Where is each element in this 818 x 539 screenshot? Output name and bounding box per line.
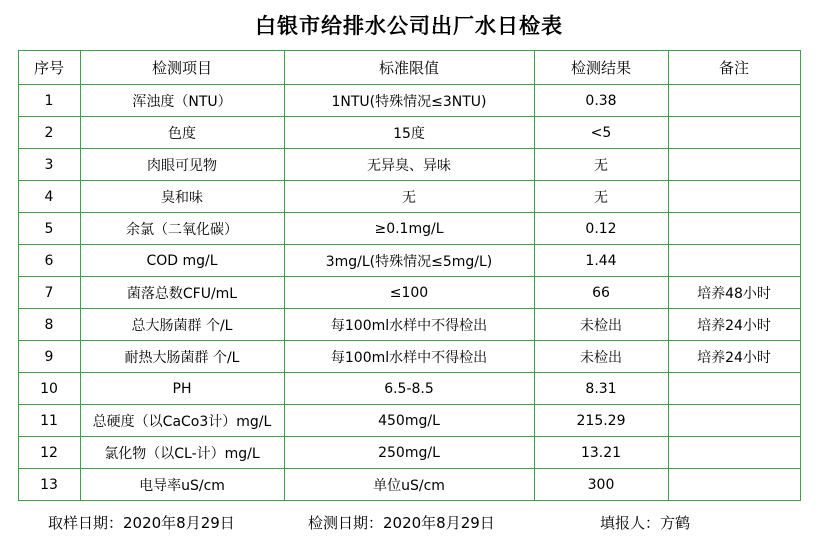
cell-limit: 15度 (284, 117, 534, 149)
cell-result: 0.38 (534, 85, 668, 117)
cell-item: 肉眼可见物 (80, 149, 284, 181)
cell-remark (668, 405, 800, 437)
cell-result: <5 (534, 117, 668, 149)
cell-item: 色度 (80, 117, 284, 149)
cell-result: 无 (534, 181, 668, 213)
cell-no: 4 (18, 181, 80, 213)
cell-result: 300 (534, 469, 668, 501)
sampling-date: 取样日期：2020年8月29日 (48, 514, 235, 532)
cell-limit: ≤100 (284, 277, 534, 309)
cell-result: 未检出 (534, 341, 668, 373)
cell-no: 10 (18, 373, 80, 405)
cell-no: 7 (18, 277, 80, 309)
table-row (18, 245, 800, 277)
table-row (18, 341, 800, 373)
cell-no: 9 (18, 341, 80, 373)
cell-remark: 培养48小时 (668, 277, 800, 309)
cell-limit: ≥0.1mg/L (284, 213, 534, 245)
cell-remark (668, 245, 800, 277)
table-row (18, 213, 800, 245)
cell-item: 总大肠菌群 个/L (80, 309, 284, 341)
cell-no: 5 (18, 213, 80, 245)
cell-limit: 1NTU(特殊情况≤3NTU) (284, 85, 534, 117)
cell-no: 13 (18, 469, 80, 501)
cell-remark (668, 85, 800, 117)
table-row (18, 277, 800, 309)
cell-item: PH (80, 373, 284, 405)
cell-result: 0.12 (534, 213, 668, 245)
cell-item: 浑浊度（NTU） (80, 85, 284, 117)
table-row (18, 437, 800, 469)
cell-remark (668, 117, 800, 149)
cell-limit: 无 (284, 181, 534, 213)
cell-remark (668, 373, 800, 405)
table-row (18, 85, 800, 117)
cell-remark (668, 437, 800, 469)
table-row (18, 469, 800, 501)
cell-result: 215.29 (534, 405, 668, 437)
cell-item: 菌落总数CFU/mL (80, 277, 284, 309)
cell-limit: 单位uS/cm (284, 469, 534, 501)
cell-result: 1.44 (534, 245, 668, 277)
cell-limit: 每100ml水样中不得检出 (284, 309, 534, 341)
column-header-item: 检测项目 (80, 51, 284, 85)
table-row (18, 405, 800, 437)
cell-result: 8.31 (534, 373, 668, 405)
water-quality-table (18, 50, 801, 501)
cell-no: 12 (18, 437, 80, 469)
column-header-result: 检测结果 (534, 51, 668, 85)
table-row (18, 309, 800, 341)
column-header-remark: 备注 (668, 51, 800, 85)
test-date: 检测日期：2020年8月29日 (308, 514, 495, 532)
cell-remark: 培养24小时 (668, 341, 800, 373)
column-header-limit: 标准限值 (284, 51, 534, 85)
cell-item: 耐热大肠菌群 个/L (80, 341, 284, 373)
cell-result: 66 (534, 277, 668, 309)
reporter: 填报人：方鹤 (600, 514, 691, 532)
cell-item: COD mg/L (80, 245, 284, 277)
column-header-no: 序号 (18, 51, 80, 85)
cell-item: 总硬度（以CaCo3计）mg/L (80, 405, 284, 437)
cell-limit: 450mg/L (284, 405, 534, 437)
cell-no: 2 (18, 117, 80, 149)
cell-no: 6 (18, 245, 80, 277)
cell-result: 无 (534, 149, 668, 181)
cell-remark (668, 213, 800, 245)
table-row (18, 117, 800, 149)
page-title: 白银市给排水公司出厂水日检表 (255, 14, 563, 38)
cell-remark (668, 469, 800, 501)
cell-no: 3 (18, 149, 80, 181)
cell-item: 余氯（二氧化碳） (80, 213, 284, 245)
cell-no: 1 (18, 85, 80, 117)
cell-remark: 培养24小时 (668, 309, 800, 341)
cell-limit: 无异臭、异味 (284, 149, 534, 181)
cell-limit: 3mg/L(特殊情况≤5mg/L) (284, 245, 534, 277)
cell-limit: 6.5-8.5 (284, 373, 534, 405)
cell-limit: 250mg/L (284, 437, 534, 469)
table-header-row (18, 51, 800, 85)
cell-item: 氯化物（以CL-计）mg/L (80, 437, 284, 469)
cell-item: 臭和味 (80, 181, 284, 213)
cell-result: 未检出 (534, 309, 668, 341)
cell-item: 电导率uS/cm (80, 469, 284, 501)
table-row (18, 149, 800, 181)
table-row (18, 181, 800, 213)
cell-remark (668, 181, 800, 213)
table-row (18, 373, 800, 405)
cell-result: 13.21 (534, 437, 668, 469)
footer-info (18, 501, 800, 533)
cell-no: 11 (18, 405, 80, 437)
cell-no: 8 (18, 309, 80, 341)
cell-remark (668, 149, 800, 181)
cell-limit: 每100ml水样中不得检出 (284, 341, 534, 373)
